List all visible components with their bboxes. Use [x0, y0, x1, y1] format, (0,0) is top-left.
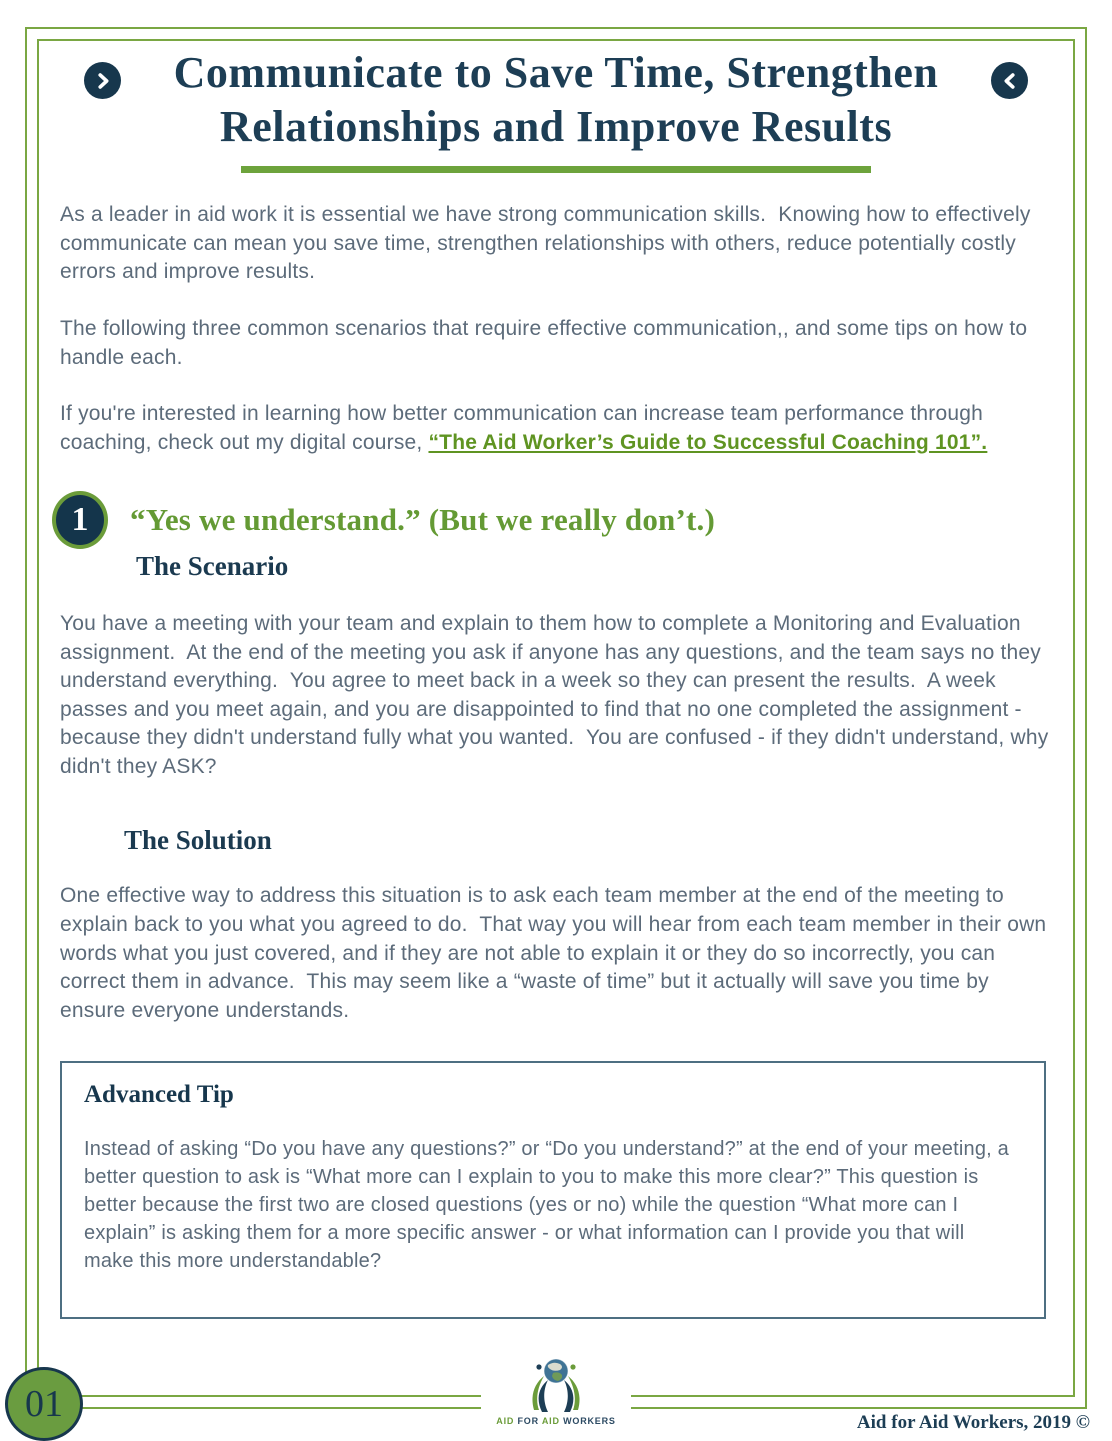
section-1-header — [52, 491, 1052, 549]
chevron-right-icon[interactable] — [84, 62, 121, 99]
globe-hands-icon — [525, 1356, 587, 1414]
advanced-tip-text: Instead of asking “Do you have any questions?” or “Do you understand?” at the end of your meeting, a better question to ask is “What more can I explain to you to make this more clear?” This question is better because the first two are closed questions (yes or no) while the question “What more can I explain” is asking them for a more specific answer - or what information can I provide you that will make this more understandable? — [84, 1138, 1015, 1273]
section-1-title: “Yes we understand.” (But we really don’t.) — [130, 502, 715, 538]
page-title-line2: Relationships and Improve Results — [219, 101, 893, 151]
intro-paragraph-3-text: If you're interested in learning how better communication can increase team performance through coaching, check out my digital course, — [60, 402, 990, 454]
logo-word-aid2: AID — [541, 1416, 560, 1426]
logo-word-workers: WORKERS — [563, 1416, 616, 1426]
logo-word-aid1: AID — [496, 1416, 515, 1426]
page-title-line1: Communicate to Save Time, Strengthen — [173, 48, 939, 97]
section-number-badge: 1 — [52, 491, 108, 549]
intro-paragraph-2: The following three common scenarios that require effective communication,, and some tips on how to handle each. — [60, 316, 1034, 369]
logo-wordmark — [496, 1416, 615, 1426]
advanced-tip-heading: Advanced Tip — [84, 1081, 234, 1109]
title-block — [60, 46, 1052, 173]
logo-word-for: FOR — [517, 1416, 539, 1426]
title-divider — [241, 166, 871, 173]
scenario-paragraph: You have a meeting with your team and explain to them how to complete a Monitoring and Evaluation assignment. At the end of the meeting you ask if anyone has any questions, and the team says no they understand everything. You agree to meet back in a week so they can present the results. A week passes and you meet again, and you are disappointed to find that no one completed the assignment - because they didn't understand fully what you wanted. You are confused - if they didn't understand, why didn't they ASK? — [60, 612, 1055, 778]
page-title — [124, 46, 988, 153]
solution-paragraph: One effective way to address this situation is to ask each team member at the end of the meeting to explain back to you what you agreed to do. That way you will hear from each team member in their own words what you just covered, and if they are not able to explain it or they do so incorrectly, you can correct them in advance. This may seem like a “waste of time” but it actually will save you time by ensure everyone understands. — [60, 884, 1053, 1022]
scenario-heading: The Scenario — [136, 551, 289, 582]
page-number-badge: 01 — [5, 1367, 83, 1441]
advanced-tip-box — [60, 1061, 1046, 1319]
page-content — [60, 46, 1055, 1319]
intro-paragraph-1: As a leader in aid work it is essential we have strong communication skills. Knowing how to effectively communicate can mean you save time, strengthen relationships with others, reduce potentially costly errors and improve results. — [60, 203, 1037, 284]
course-link[interactable]: “The Aid Worker’s Guide to Successful Coaching 101”. — [428, 430, 988, 454]
copyright-text: Aid for Aid Workers, 2019 © — [856, 1412, 1090, 1433]
chevron-left-icon[interactable] — [991, 62, 1028, 99]
aid-for-aid-workers-logo — [481, 1356, 631, 1436]
solution-heading: The Solution — [124, 825, 272, 856]
intro-paragraph-3 — [60, 400, 1052, 457]
